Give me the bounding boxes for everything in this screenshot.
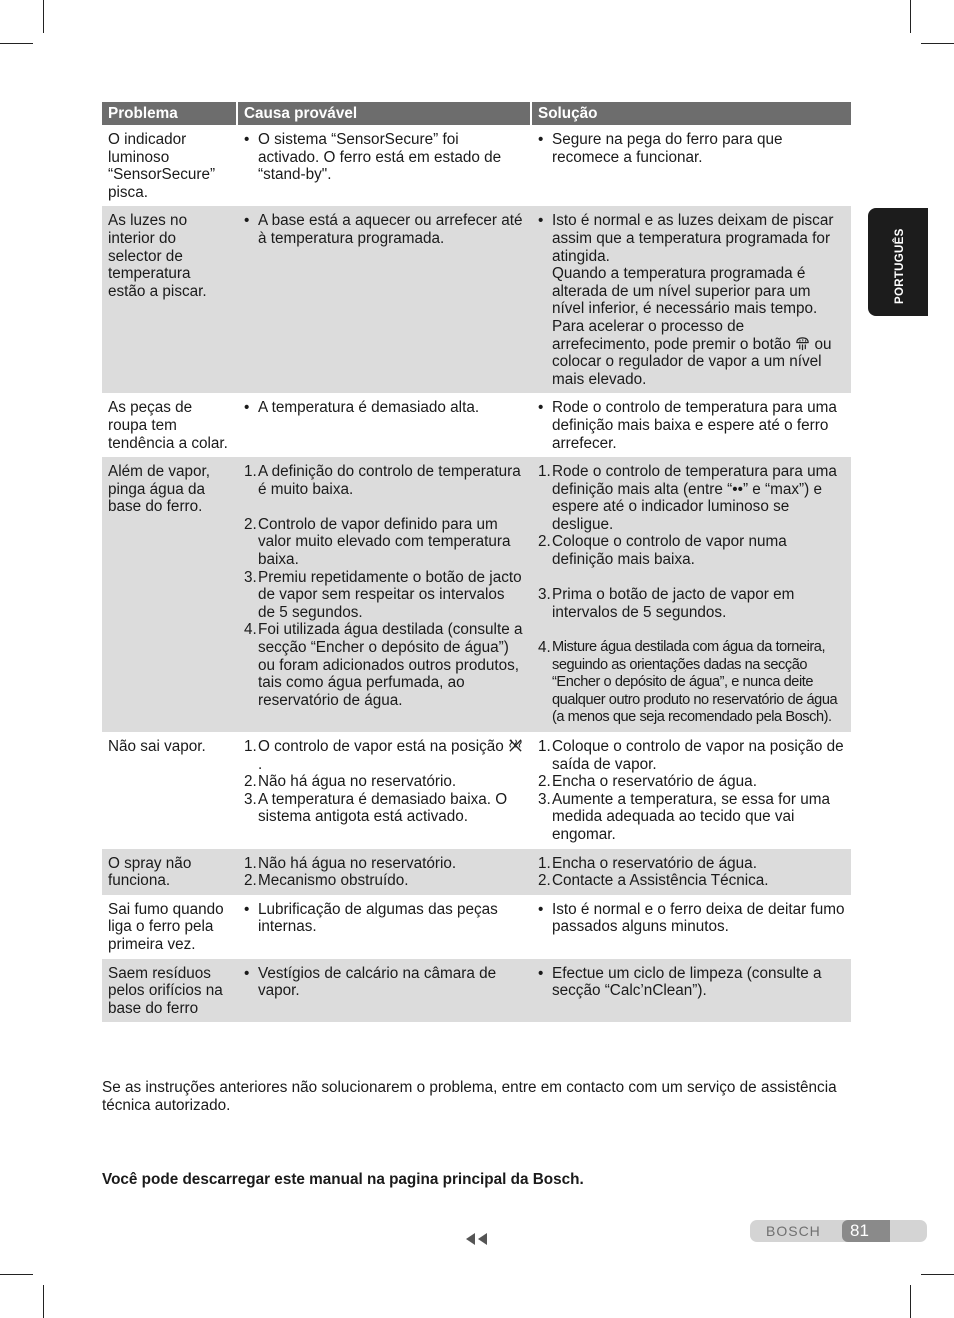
header-solution: Solução (530, 102, 851, 125)
solution-text: Rode o controlo de temperatura para uma definição mais baixa e espere até o ferro arrefecer. (552, 399, 837, 452)
bullet: • (244, 900, 250, 918)
solution-cell (530, 457, 851, 732)
steam-off-icon (508, 738, 523, 753)
crop-mark (921, 1274, 954, 1275)
list-number: 1. (538, 854, 551, 872)
period: . (258, 755, 263, 773)
problem-cell: Além de vapor, pinga água da base do ferro. (102, 457, 236, 732)
crop-mark (910, 1285, 911, 1318)
language-side-tab (868, 208, 928, 316)
brand-label: BOSCH (766, 1223, 821, 1239)
solution-text: Encha o reservatório de água. (552, 773, 757, 791)
list-number: 3. (244, 568, 257, 586)
problem-cell: As peças de roupa tem tendência a colar. (108, 399, 228, 452)
crop-mark (0, 43, 33, 44)
solution-text: Quando a temperatura programada é alterada de um nível superior para um nível inferior, é necessário mais tempo. Para acelerar o processo de arrefecimento, pode premir o botão (552, 265, 818, 353)
crop-mark (910, 0, 911, 33)
solution-text: ou colocar o regulador de vapor a um nível mais elevado. (552, 335, 832, 388)
list-number: 3. (244, 790, 257, 808)
cause-text: Lubrificação de algumas das peças internas. (258, 900, 498, 936)
list-number: 2. (538, 773, 551, 791)
crop-mark (921, 43, 954, 44)
problem-cell: Sai fumo quando liga o ferro pela primeira vez. (108, 900, 224, 953)
solution-text: Aumente a temperatura, se essa for uma medida adequada ao tecido que vai engomar. (552, 790, 831, 843)
cause-cell (236, 393, 530, 457)
problem-cell: Não sai vapor. (108, 738, 206, 755)
page-number: 81 (842, 1220, 890, 1242)
crop-mark (43, 0, 44, 33)
solution-text: Encha o reservatório de água. (552, 854, 757, 872)
problem-cell: Saem resíduos pelos orifícios na base do ferro (102, 959, 236, 1023)
bullet: • (538, 131, 544, 148)
list-number: 1. (538, 463, 551, 481)
solution-text: Efectue um ciclo de limpeza (consulte a secção “Calc’nClean”). (552, 964, 822, 1000)
solution-text: Prima o botão de jacto de vapor em intervalos de 5 segundos. (552, 586, 795, 621)
cause-text: Foi utilizada água destilada (consulte a secção “Encher o depósito de água”) ou foram adicionados outros produtos, tais como água perfumada, ao reservatório de água. (258, 621, 523, 709)
solution-text: Isto é normal e o ferro deixa de deitar fumo passados alguns minutos. (552, 900, 845, 936)
bullet: • (538, 964, 544, 982)
list-number: 4. (244, 621, 257, 639)
table-row (102, 895, 851, 959)
double-left-arrow-icon[interactable] (465, 1232, 489, 1246)
solution-text: Misture água destilada com água da torneira, seguindo as orientações dadas na secção “Encher o depósito de água”, e nunca deite qualquer outro produto no reservatório de água (a menos que seja recomendado pela Bosch). (552, 639, 838, 726)
solution-text: Rode o controlo de temperatura para uma definição mais alta (entre “••” e “max”) e espere até o indicador luminoso se desligue. (552, 463, 837, 533)
table-row (102, 457, 851, 732)
solution-cell (530, 206, 851, 393)
list-number: 3. (538, 790, 551, 808)
cause-cell (236, 732, 530, 849)
bullet: • (244, 964, 250, 982)
bullet: • (538, 399, 544, 417)
cause-text: Não há água no reservatório. (258, 854, 457, 872)
bullet: • (538, 212, 544, 230)
table-row (102, 732, 851, 849)
table-row (102, 206, 851, 393)
solution-text: Coloque o controlo de vapor numa definição mais baixa. (552, 533, 787, 569)
problem-cell: O spray não funciona. (102, 849, 236, 895)
solution-text: Segure na pega do ferro para que recomece a funcionar. (552, 131, 783, 166)
solution-text: Coloque o controlo de vapor na posição de saída de vapor. (552, 738, 844, 773)
cause-text: Controlo de vapor definido para um valor muito elevado com temperatura baixa. (258, 515, 511, 569)
language-label: PORTUGUÊS (894, 228, 906, 304)
steam-shot-icon (795, 336, 810, 351)
support-note: Se as instruções anteriores não solucionarem o problema, entre em contacto com um serviço de assistência técnica autorizado. (102, 1079, 837, 1114)
header-cause: Causa provável (236, 102, 530, 125)
table-row (102, 393, 851, 457)
table-header-row (102, 102, 851, 125)
table-row (102, 959, 851, 1023)
cause-text: Vestígios de calcário na câmara de vapor. (258, 964, 497, 1000)
list-number: 2. (244, 872, 257, 890)
list-number: 2. (538, 872, 551, 890)
crop-mark (43, 1285, 44, 1318)
list-number: 4. (538, 639, 551, 657)
cause-text: A base está a aquecer ou arrefecer até à temperatura programada. (258, 212, 523, 247)
crop-mark (0, 1274, 33, 1275)
list-number: 1. (538, 738, 551, 755)
table-row (102, 125, 851, 206)
cause-text: A temperatura é demasiado baixa. O sistema antigota está activado. (258, 790, 508, 826)
solution-text: Contacte a Assistência Técnica. (552, 872, 769, 890)
table-row (102, 849, 851, 895)
solution-cell (530, 732, 851, 849)
solution-text: Isto é normal e as luzes deixam de piscar assim que a temperatura programada for atingida. (552, 212, 834, 265)
cause-text: Não há água no reservatório. (258, 773, 457, 791)
cause-cell (236, 206, 530, 393)
solution-cell (530, 125, 851, 206)
solution-cell (530, 895, 851, 959)
list-number: 1. (244, 463, 257, 481)
cause-text: O controlo de vapor está na posição (258, 738, 504, 755)
bullet: • (244, 399, 250, 417)
list-number: 1. (244, 854, 257, 872)
list-number: 3. (538, 586, 551, 604)
cause-text: Premiu repetidamente o botão de jacto de vapor sem respeitar os intervalos de 5 segundos. (258, 568, 522, 621)
list-number: 2. (244, 515, 257, 533)
header-problem: Problema (102, 102, 236, 125)
cause-text: A definição do controlo de temperatura é muito baixa. (258, 463, 521, 498)
solution-cell (530, 959, 851, 1023)
bullet: • (244, 212, 250, 230)
bullet: • (538, 900, 544, 918)
cause-text: Mecanismo obstruído. (258, 872, 409, 890)
cause-cell (236, 457, 530, 732)
bullet: • (244, 131, 250, 148)
cause-cell (236, 895, 530, 959)
solution-cell (530, 849, 851, 895)
download-note: Você pode descarregar este manual na pagina principal da Bosch. (102, 1171, 584, 1188)
list-number: 2. (244, 773, 257, 791)
solution-cell (530, 393, 851, 457)
cause-cell (236, 849, 530, 895)
cause-text: O sistema “SensorSecure” foi activado. O ferro está em estado de “stand-by". (258, 131, 502, 184)
cause-text: A temperatura é demasiado alta. (258, 399, 480, 417)
list-number: 1. (244, 738, 257, 755)
page-footer-badge (750, 1220, 927, 1242)
cause-cell (236, 959, 530, 1023)
cause-cell (236, 125, 530, 206)
list-number: 2. (538, 533, 551, 551)
troubleshooting-table (102, 102, 851, 1022)
problem-cell: O indicador luminoso “SensorSecure” pisca. (108, 131, 216, 201)
problem-cell: As luzes no interior do selector de temperatura estão a piscar. (102, 206, 236, 393)
